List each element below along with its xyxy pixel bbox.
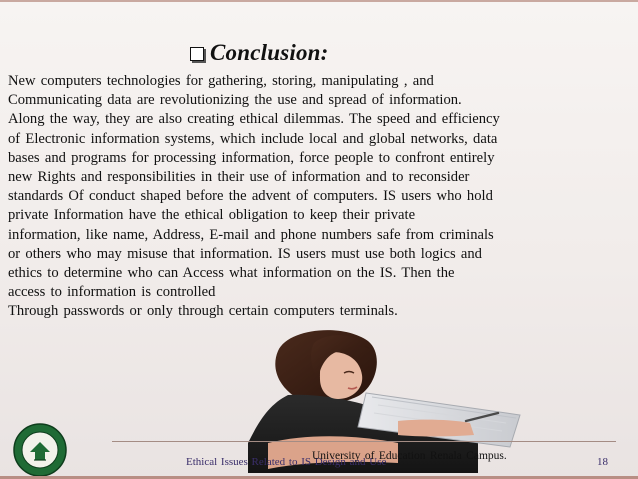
text-line: new Rights and responsibilities in their use of information and to reconsider	[8, 169, 470, 186]
checkbox-icon	[190, 47, 204, 61]
footer-divider	[112, 441, 616, 442]
slide-title: Conclusion:	[210, 40, 329, 65]
text-line: standards Of conduct shaped before the advent of computers. IS users who hold	[8, 188, 493, 205]
footer-institution: University of Education Renala Campus.	[312, 450, 507, 462]
top-accent-line	[0, 0, 638, 2]
text-line: access to information is controlled	[8, 284, 216, 301]
text-line: Along the way, they are also creating ethical dilemmas. The speed and efficiency	[8, 111, 500, 128]
text-line: private Information have the ethical obligation to keep their private	[8, 207, 416, 224]
page-number: 18	[597, 456, 608, 468]
text-line: ethics to determine who can Access what information on the IS. Then the	[8, 265, 455, 282]
text-line: information, like name, Address, E-mail and phone numbers safe from criminals	[8, 226, 494, 243]
text-line: Communicating data are revolutionizing the use and spread of information.	[8, 92, 462, 109]
text-line: of Electronic information systems, which include local and global networks, data	[8, 130, 498, 147]
conclusion-text	[8, 72, 594, 322]
text-line: Through passwords or only through certain computers terminals.	[8, 303, 398, 320]
text-line: New computers technologies for gathering, storing, manipulating , and	[8, 73, 434, 89]
text-line: bases and programs for processing information, force people to confront entirely	[8, 149, 495, 166]
footer-topic: Ethical Issues Related to IS Design and Use	[186, 456, 387, 468]
text-line: or others who may misuse that information. IS users must use both logics and	[8, 245, 482, 262]
university-logo	[12, 422, 68, 478]
title-row	[190, 39, 329, 67]
